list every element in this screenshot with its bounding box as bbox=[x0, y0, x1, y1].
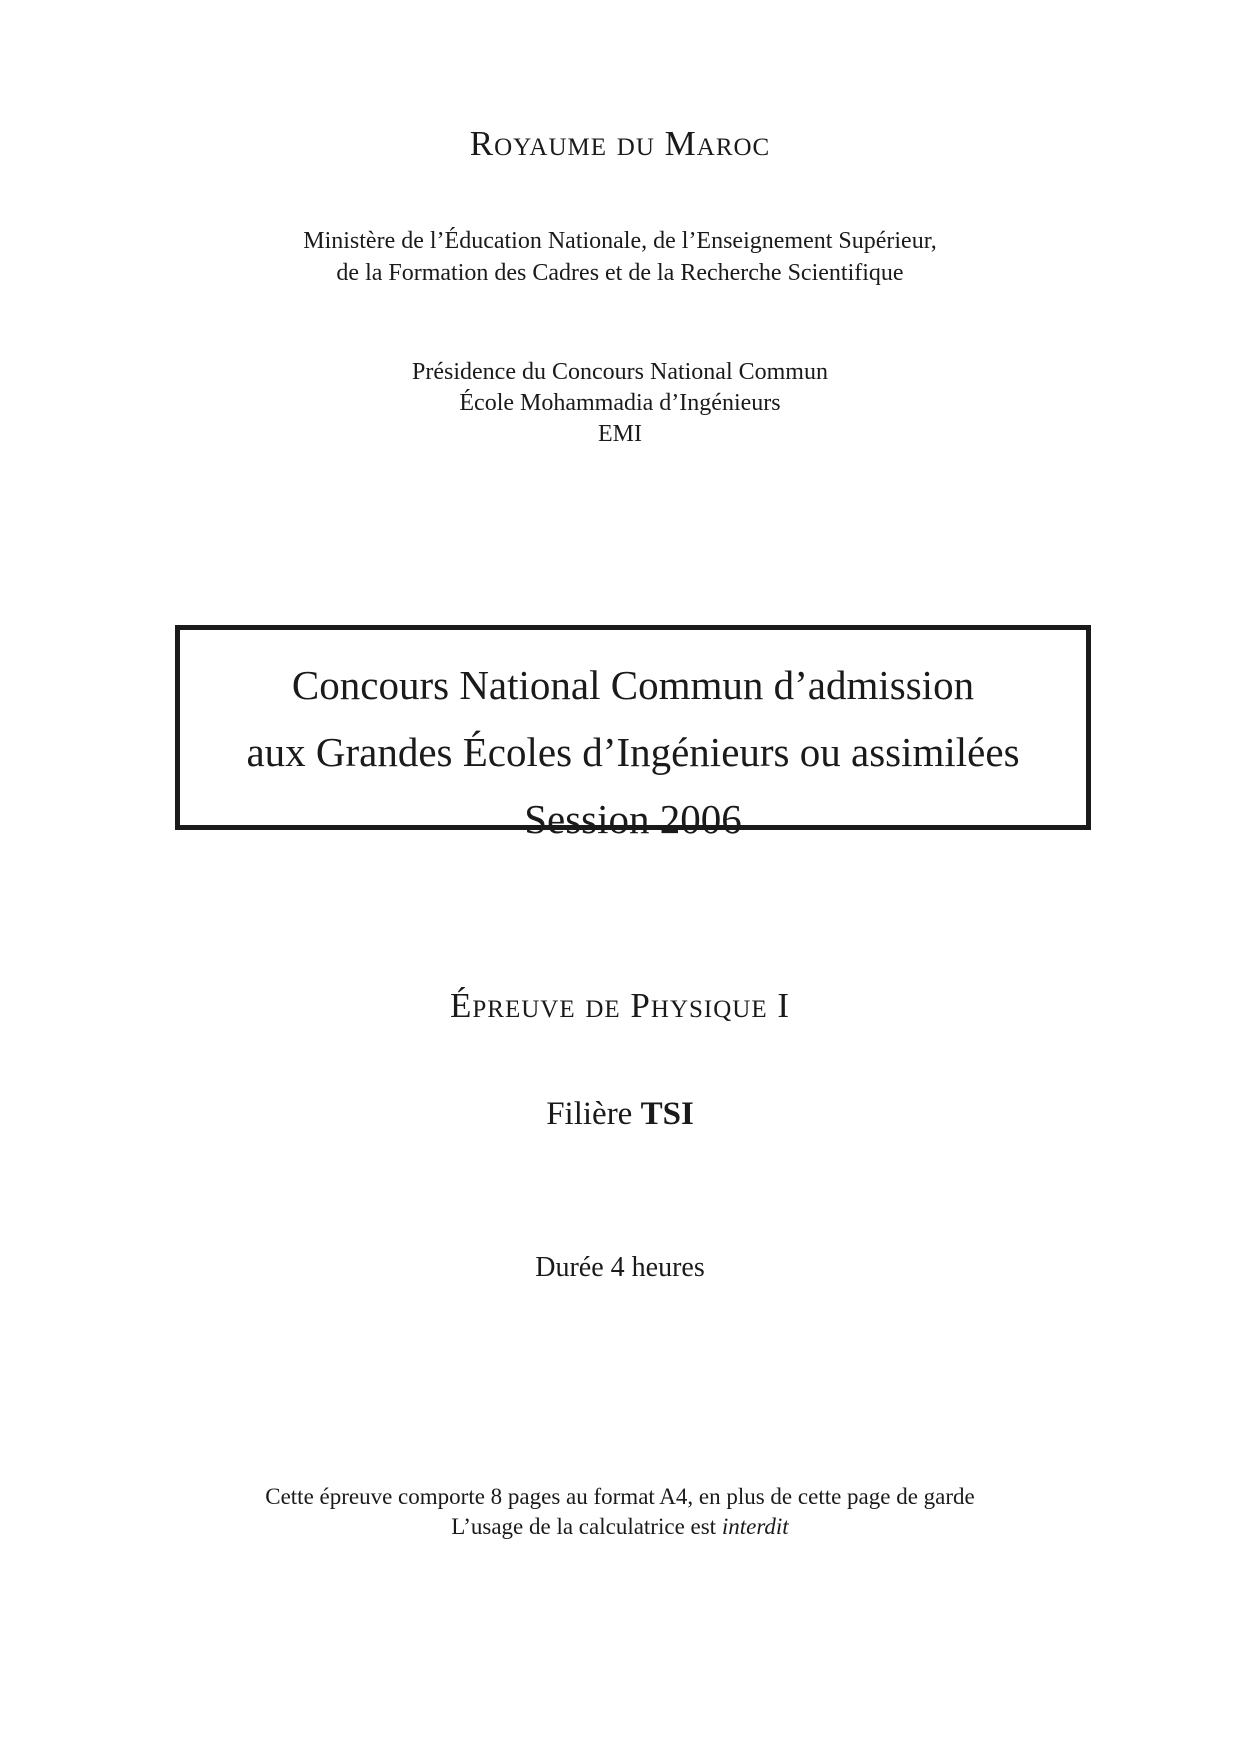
filiere-value: TSI bbox=[640, 1096, 694, 1132]
exam-notes bbox=[0, 1482, 1240, 1542]
exam-subject-text: Épreuve de Physique I bbox=[449, 986, 791, 1025]
ministry-line-1: Ministère de l’Éducation Nationale, de l’Enseignement Supérieur, bbox=[303, 228, 937, 254]
presidency-line-1: Présidence du Concours National Commun bbox=[412, 359, 828, 385]
presidency-line-3: EMI bbox=[598, 421, 642, 447]
kingdom-text: Royaume du Maroc bbox=[469, 124, 771, 163]
title-line-2: aux Grandes Écoles d’Ingénieurs ou assimilées bbox=[246, 729, 1020, 775]
notes-line-2 bbox=[0, 1512, 1240, 1542]
title-line-1: Concours National Commun d’admission bbox=[291, 662, 975, 708]
ministry-line-2: de la Formation des Cadres et de la Recherche Scientifique bbox=[336, 260, 904, 286]
ministry-heading bbox=[0, 225, 1240, 289]
notes-line-1: Cette épreuve comporte 8 pages au format A4, en plus de cette page de garde bbox=[265, 1484, 975, 1509]
presidency-block bbox=[0, 357, 1240, 450]
notes-line-2-emphasis: interdit bbox=[721, 1514, 789, 1539]
presidency-line-2: École Mohammadia d’Ingénieurs bbox=[459, 390, 781, 416]
exam-filiere bbox=[0, 1093, 1240, 1135]
notes-line-2-prefix: L’usage de la calculatrice est bbox=[451, 1514, 717, 1539]
exam-duration bbox=[0, 1250, 1240, 1286]
duration-text: Durée 4 heures bbox=[535, 1252, 705, 1283]
title-line-3: Session 2006 bbox=[524, 796, 742, 842]
kingdom-heading bbox=[0, 122, 1240, 166]
filiere-label: Filière bbox=[546, 1096, 633, 1132]
exam-subject bbox=[0, 984, 1240, 1028]
competition-title-box bbox=[175, 625, 1091, 842]
